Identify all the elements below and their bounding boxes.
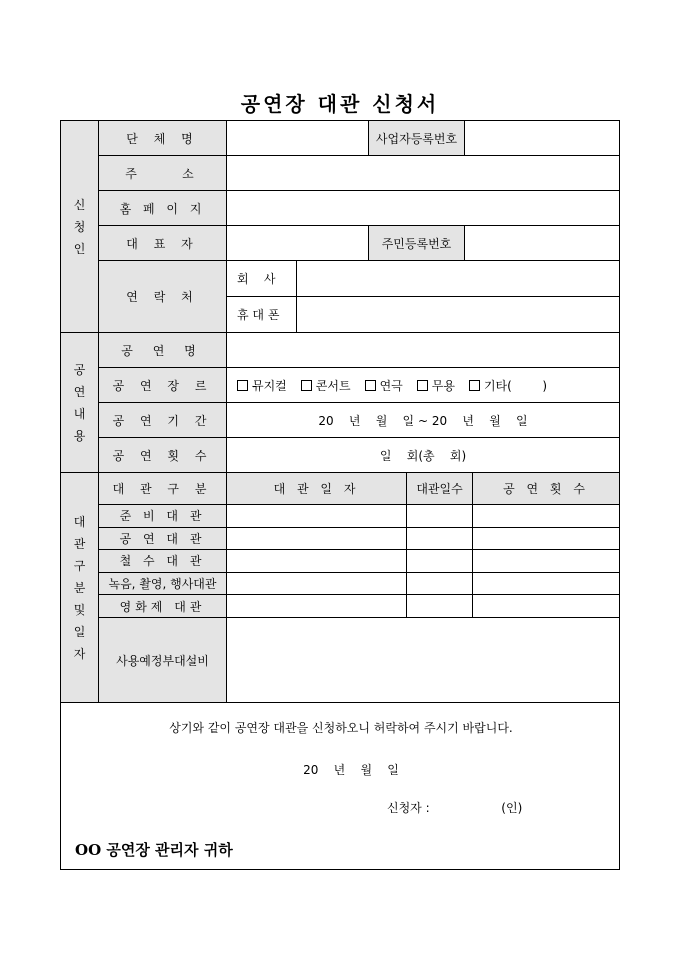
checkbox-icon[interactable] <box>365 380 376 391</box>
rental-days-header: 대관일수 <box>407 473 473 505</box>
performance-section-label <box>61 333 99 473</box>
rental-days-field[interactable] <box>407 550 473 573</box>
rental-type-label: 철 수 대 관 <box>99 550 227 573</box>
genre-musical-option[interactable]: 뮤지컬 <box>237 377 287 394</box>
rental-type-label: 공 연 대 관 <box>99 528 227 551</box>
rental-days-field[interactable] <box>407 573 473 596</box>
rental-days-field[interactable] <box>407 505 473 528</box>
rental-count-field[interactable] <box>473 573 619 596</box>
rental-count-field[interactable] <box>473 505 619 528</box>
company-phone-field[interactable] <box>297 261 619 297</box>
rental-dates-header: 대 관 일 자 <box>227 473 407 505</box>
section-label-char: 청 <box>73 219 86 234</box>
resident-reg-no-field[interactable] <box>465 226 619 261</box>
section-label-char: 및 <box>73 602 86 617</box>
genre-options <box>227 368 619 403</box>
section-label-char: 관 <box>73 536 86 551</box>
section-label-char: 분 <box>73 580 86 595</box>
rental-type-label: 녹음, 촬영, 행사대관 <box>99 573 227 596</box>
rental-dates-field[interactable] <box>227 550 407 573</box>
rental-days-field[interactable] <box>407 528 473 551</box>
rental-section-label <box>61 473 99 703</box>
page-title: 공연장 대관 신청서 <box>240 92 440 116</box>
rental-days-field[interactable] <box>407 595 473 618</box>
checkbox-icon[interactable] <box>301 380 312 391</box>
rental-type-label: 준 비 대 관 <box>99 505 227 528</box>
mobile-label: 휴 대 폰 <box>227 297 297 333</box>
homepage-label: 홈 페 이 지 <box>99 191 227 226</box>
org-name-field[interactable] <box>227 121 369 156</box>
rental-count-field[interactable] <box>473 528 619 551</box>
addressee: OO 공연장 관리자 귀하 <box>75 841 233 859</box>
section-label-char: 공 <box>73 362 86 377</box>
statement-text: 상기와 같이 공연장 대관을 신청하오니 허락하여 주시기 바랍니다. <box>169 721 513 735</box>
section-label-char: 구 <box>73 558 86 573</box>
performance-name-field[interactable] <box>227 333 619 368</box>
representative-field[interactable] <box>227 226 369 261</box>
rental-dates-field[interactable] <box>227 528 407 551</box>
address-label: 주 소 <box>99 156 227 191</box>
contact-label: 연 락 처 <box>99 261 227 333</box>
section-label-char: 내 <box>73 406 86 421</box>
rental-dates-field[interactable] <box>227 505 407 528</box>
checkbox-icon[interactable] <box>237 380 248 391</box>
mobile-field[interactable] <box>297 297 619 333</box>
rental-type-header: 대 관 구 분 <box>99 473 227 505</box>
homepage-field[interactable] <box>227 191 619 226</box>
count-field[interactable]: 일 회(총 회) <box>227 438 619 473</box>
section-label-char: 용 <box>73 428 86 443</box>
representative-label: 대 표 자 <box>99 226 227 261</box>
period-field[interactable]: 20 년 월 일 ~ 20 년 월 일 <box>227 403 619 438</box>
equipment-field[interactable] <box>227 618 619 703</box>
signature-line <box>61 799 621 816</box>
genre-other-option[interactable]: 기타( ) <box>469 377 547 394</box>
period-label: 공 연 기 간 <box>99 403 227 438</box>
section-label-char: 신 <box>73 197 86 212</box>
seal-mark: (인) <box>501 801 523 815</box>
section-label-char: 일 <box>73 624 86 639</box>
date-line: 20 년 월 일 <box>303 763 399 777</box>
rental-count-header: 공 연 횟 수 <box>473 473 619 505</box>
genre-theater-option[interactable]: 연극 <box>365 377 403 394</box>
address-field[interactable] <box>227 156 619 191</box>
genre-label: 공 연 장 르 <box>99 368 227 403</box>
section-label-char: 대 <box>73 514 86 529</box>
section-label-char: 인 <box>73 241 86 256</box>
rental-type-label: 영화제 대관 <box>99 595 227 618</box>
application-form <box>60 120 620 870</box>
rental-count-field[interactable] <box>473 550 619 573</box>
rental-dates-field[interactable] <box>227 595 407 618</box>
rental-dates-field[interactable] <box>227 573 407 596</box>
count-label: 공 연 횟 수 <box>99 438 227 473</box>
company-phone-label: 회 사 <box>227 261 297 297</box>
applicant-section-label <box>61 121 99 333</box>
org-name-label: 단 체 명 <box>99 121 227 156</box>
checkbox-icon[interactable] <box>417 380 428 391</box>
biz-reg-no-field[interactable] <box>465 121 619 156</box>
genre-concert-option[interactable]: 콘서트 <box>301 377 351 394</box>
resident-reg-no-label: 주민등록번호 <box>369 226 465 261</box>
biz-reg-no-label: 사업자등록번호 <box>369 121 465 156</box>
genre-dance-option[interactable]: 무용 <box>417 377 455 394</box>
equipment-label: 사용예정부대설비 <box>99 618 227 703</box>
checkbox-icon[interactable] <box>469 380 480 391</box>
section-label-char: 연 <box>73 384 86 399</box>
performance-name-label: 공 연 명 <box>99 333 227 368</box>
signature-label: 신청자 : <box>387 801 430 815</box>
rental-count-field[interactable] <box>473 595 619 618</box>
section-label-char: 자 <box>73 646 86 661</box>
